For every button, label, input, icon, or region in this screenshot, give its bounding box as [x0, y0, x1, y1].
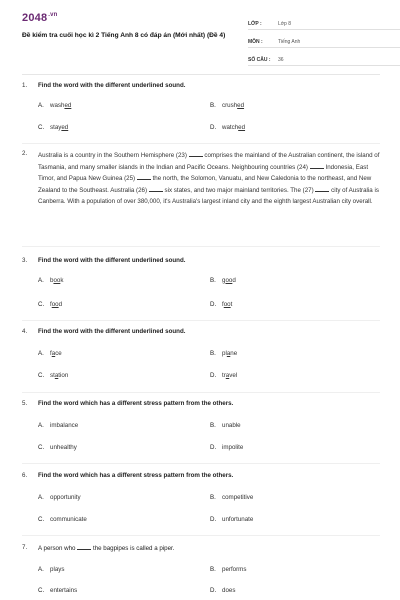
option-c[interactable] [38, 372, 68, 379]
divider [22, 143, 380, 144]
option-letter: A. [38, 102, 44, 109]
option-letter: C. [38, 444, 45, 451]
option-b[interactable] [210, 350, 237, 357]
option-text: stay [50, 124, 62, 131]
question-3 [22, 257, 380, 312]
option-text: d [232, 277, 236, 284]
meta-value: Lớp 8 [278, 21, 292, 27]
question-number: 6. [22, 472, 28, 479]
page-header [22, 0, 380, 75]
question-prompt: Find the word which has a different stress pattern from the others. [38, 472, 234, 479]
option-d[interactable] [210, 587, 235, 594]
option-underlined: a [226, 350, 231, 357]
divider [22, 392, 380, 393]
question-5 [22, 400, 380, 455]
option-text: pl [222, 350, 227, 357]
option-c[interactable] [38, 516, 87, 523]
prompt-text: the bagpipes is called a piper. [92, 545, 175, 552]
option-text: plays [50, 566, 65, 573]
option-text: tion [58, 372, 69, 379]
option-letter: D. [210, 372, 217, 379]
option-text: st [50, 372, 55, 379]
option-text: g [222, 277, 226, 284]
blank-27[interactable] [315, 186, 329, 192]
option-letter: B. [210, 422, 216, 429]
option-underlined: a [54, 372, 59, 379]
option-text: wash [50, 102, 65, 109]
option-letter: B. [210, 350, 216, 357]
option-text: b [50, 277, 54, 284]
option-letter: B. [210, 277, 216, 284]
question-prompt [38, 544, 380, 552]
meta-class [248, 14, 400, 30]
option-underlined: oo [53, 277, 61, 284]
page-title: Đề kiểm tra cuối học kì 2 Tiếng Anh 8 có đáp án (Mới nhất) (Đề 4) [22, 32, 226, 39]
option-text: imbalance [50, 422, 79, 429]
option-a[interactable] [38, 422, 78, 429]
passage-text: city of Australia is Canberra. With a population of over 380,000, it's Australia's largest inland city and the eighth largest Australian city overall. [38, 186, 379, 205]
divider [22, 535, 380, 536]
option-letter: B. [210, 494, 216, 501]
logo-suffix: .vn [48, 12, 58, 18]
option-underlined: oo [223, 301, 231, 308]
option-a[interactable] [38, 494, 81, 501]
option-letter: B. [210, 102, 216, 109]
option-b[interactable] [210, 102, 244, 109]
option-text: unfortunate [222, 516, 254, 523]
question-number: 4. [22, 328, 28, 335]
passage-text: six states, and two major mainland territories. The (27) [164, 186, 314, 194]
blank-25[interactable] [137, 174, 151, 180]
option-underlined: ed [237, 102, 245, 109]
divider [22, 463, 380, 464]
passage-text: Australia is a country in the Southern Hemisphere (23) [38, 152, 187, 159]
option-letter: A. [38, 350, 44, 357]
meta-key: SỐ CÂU : [248, 57, 271, 63]
option-c[interactable] [38, 301, 62, 308]
question-number: 7. [22, 544, 28, 551]
option-text: d [58, 301, 63, 308]
blank-24[interactable] [310, 163, 324, 169]
option-text: watch [222, 124, 239, 131]
option-text: f [50, 301, 52, 308]
option-a[interactable] [38, 277, 63, 284]
question-2 [22, 150, 380, 208]
option-letter: C. [38, 372, 45, 379]
option-text: t [230, 301, 233, 308]
option-text: communicate [50, 516, 87, 523]
option-a[interactable] [38, 350, 62, 357]
meta-key: MÔN : [248, 39, 263, 45]
reading-passage [38, 150, 380, 208]
option-d[interactable] [210, 124, 245, 131]
question-number: 3. [22, 257, 28, 264]
question-number: 5. [22, 400, 28, 407]
question-number: 1. [22, 82, 28, 89]
option-underlined: a [225, 372, 230, 379]
question-prompt: Find the word which has a different stress pattern from the others. [38, 400, 234, 407]
option-text: crush [222, 102, 238, 109]
prompt-text: A person who [38, 545, 76, 552]
option-letter: C. [38, 587, 45, 594]
option-letter: D. [210, 124, 217, 131]
logo-main: 2048 [22, 12, 48, 24]
option-underlined: ed [238, 124, 246, 131]
option-d[interactable] [210, 516, 253, 523]
option-letter: C. [38, 124, 45, 131]
option-letter: C. [38, 516, 45, 523]
option-text: f [50, 350, 52, 357]
passage-text: Indonesia, East Timor, and Papua New Guinea (25) [38, 163, 369, 182]
option-text: impolite [222, 444, 244, 451]
option-letter: A. [38, 277, 44, 284]
meta-value: Tiếng Anh [278, 39, 301, 45]
option-text: competitive [222, 494, 254, 501]
option-text: opportunity [50, 494, 81, 501]
option-c[interactable] [38, 444, 77, 451]
option-letter: D. [210, 516, 217, 523]
option-letter: C. [38, 301, 45, 308]
option-underlined: a [51, 350, 56, 357]
passage-text: the north, the Solomon, Vanuatu, and New Caledonia to the northeast, and New Zealand to the Southeast. Australia (26) [38, 175, 372, 194]
option-text: tr [222, 372, 226, 379]
option-letter: A. [38, 494, 44, 501]
option-underlined: oo [225, 277, 233, 284]
option-text: entertains [50, 587, 78, 594]
option-a[interactable] [38, 102, 71, 109]
option-letter: B. [210, 566, 216, 573]
option-text: vel [229, 372, 238, 379]
question-number: 2. [22, 150, 28, 157]
question-4 [22, 328, 380, 383]
option-letter: A. [38, 566, 44, 573]
option-text: unhealthy [50, 444, 77, 451]
blank-26[interactable] [149, 186, 163, 192]
question-prompt: Find the word with the different underlined sound. [38, 328, 186, 335]
question-prompt: Find the word with the different underlined sound. [38, 257, 186, 264]
site-logo[interactable] [22, 12, 58, 24]
blank[interactable] [77, 544, 91, 550]
divider [22, 320, 380, 321]
option-b[interactable] [210, 566, 246, 573]
meta-count [248, 50, 400, 66]
option-letter: D. [210, 587, 217, 594]
option-letter: D. [210, 444, 217, 451]
option-text: ne [230, 350, 238, 357]
question-7 [22, 544, 380, 598]
passage-text: comprises the mainland of the Australian continent, the island of Tasmania, and many smaller islands in the Indian and Pacific Oceans. Neighbouring countries (24) [38, 152, 380, 171]
exam-meta [248, 14, 400, 66]
meta-key: LỚP : [248, 21, 262, 27]
option-text: unable [222, 422, 241, 429]
option-text: f [222, 301, 224, 308]
option-underlined: oo [51, 301, 59, 308]
option-c[interactable] [38, 124, 68, 131]
option-c[interactable] [38, 587, 77, 594]
option-b[interactable] [210, 277, 236, 284]
question-1 [22, 82, 380, 135]
option-text: k [60, 277, 64, 284]
option-b[interactable] [210, 494, 253, 501]
option-letter: D. [210, 301, 217, 308]
blank-23[interactable] [189, 151, 203, 157]
option-a[interactable] [38, 566, 64, 573]
option-d[interactable] [210, 372, 237, 379]
option-underlined: ed [61, 124, 69, 131]
option-d[interactable] [210, 444, 243, 451]
option-text: performs [222, 566, 247, 573]
option-d[interactable] [210, 301, 232, 308]
meta-subject [248, 32, 400, 48]
option-text: does [222, 587, 236, 594]
option-b[interactable] [210, 422, 241, 429]
question-prompt: Find the word with the different underlined sound. [38, 82, 186, 89]
option-text: ce [55, 350, 62, 357]
meta-value: 36 [278, 57, 284, 63]
option-letter: A. [38, 422, 44, 429]
option-underlined: ed [64, 102, 72, 109]
question-6 [22, 472, 380, 527]
divider [22, 246, 380, 247]
